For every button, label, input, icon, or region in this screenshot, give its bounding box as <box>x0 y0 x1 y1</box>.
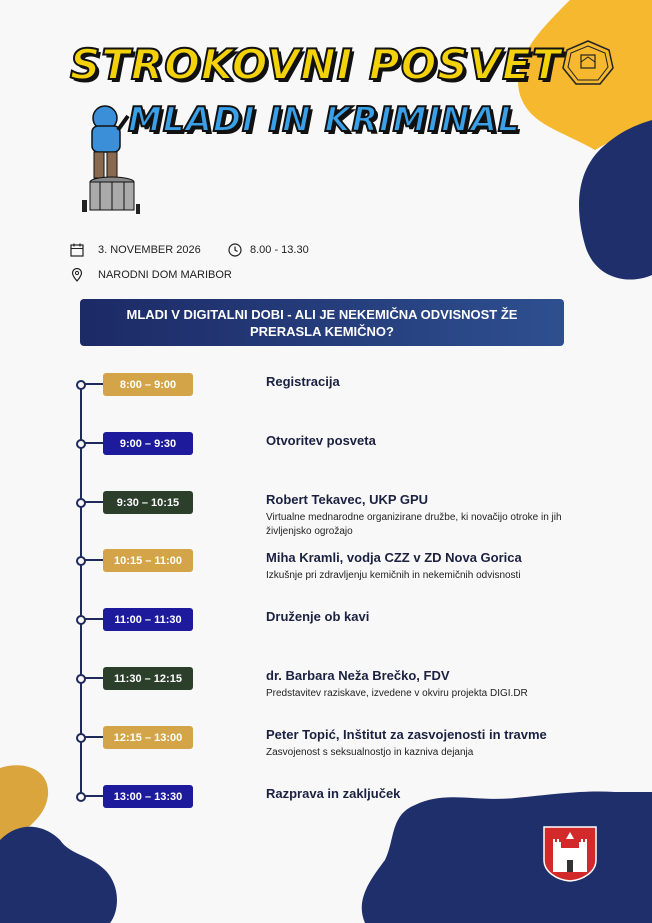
graffiti-figure-illustration <box>80 100 140 218</box>
timeline-connector <box>84 383 103 385</box>
timeline-dot <box>76 674 86 684</box>
location-row <box>70 268 232 282</box>
date-row <box>70 243 201 257</box>
session-title: Otvoritev posveta <box>266 433 376 448</box>
timeline-connector <box>84 559 103 561</box>
time-slot-badge: 11:30 – 12:15 <box>103 667 193 690</box>
timeline-connector <box>84 442 103 444</box>
theme-line-1: MLADI V DIGITALNI DOBI - ALI JE NEKEMIČNA ODVISNOST ŽE <box>126 306 518 322</box>
clock-icon <box>228 243 242 257</box>
session-title: Druženje ob kavi <box>266 609 370 624</box>
event-date: 3. NOVEMBER 2026 <box>98 244 201 256</box>
event-subtitle: MLADI IN KRIMINAL <box>128 100 521 140</box>
session-title: Peter Topić, Inštitut za zasvojenosti in travme <box>266 727 547 742</box>
session-description: Zasvojenost s seksualnostjo in kazniva dejanja <box>266 747 474 758</box>
event-location: NARODNI DOM MARIBOR <box>98 269 232 281</box>
session-title: Registracija <box>266 374 340 389</box>
time-slot-badge: 9:30 – 10:15 <box>103 491 193 514</box>
time-slot-badge: 12:15 – 13:00 <box>103 726 193 749</box>
session-description: Izkušnje pri zdravljenju kemičnih in nekemičnih odvisnosti <box>266 570 521 581</box>
timeline-dot <box>76 556 86 566</box>
calendar-icon <box>70 243 84 257</box>
timeline-connector <box>84 501 103 503</box>
time-slot-badge: 10:15 – 11:00 <box>103 549 193 572</box>
timeline-connector <box>84 795 103 797</box>
theme-banner <box>80 299 564 346</box>
session-description: Predstavitev raziskave, izvedene v okviru projekta DIGI.DR <box>266 688 528 699</box>
police-logo <box>562 40 614 86</box>
session-title: Razprava in zaključek <box>266 786 401 801</box>
location-pin-icon <box>70 268 84 282</box>
time-slot-badge: 9:00 – 9:30 <box>103 432 193 455</box>
timeline-dot <box>76 380 86 390</box>
maribor-coat-of-arms <box>543 826 597 882</box>
time-slot-badge: 13:00 – 13:30 <box>103 785 193 808</box>
theme-line-2: PRERASLA KEMIČNO? <box>250 323 394 339</box>
session-title: dr. Barbara Neža Brečko, FDV <box>266 668 450 683</box>
session-title: Miha Kramli, vodja CZZ v ZD Nova Gorica <box>266 550 522 565</box>
timeline-connector <box>84 618 103 620</box>
timeline-dot <box>76 615 86 625</box>
session-description: Virtualne mednarodne organizirane družbe, ki novačijo otroke in jih življenjsko ogrožajo <box>266 512 562 537</box>
time-slot-badge: 11:00 – 11:30 <box>103 608 193 631</box>
timeline-connector <box>84 677 103 679</box>
event-title: STROKOVNI POSVET <box>70 40 562 89</box>
timeline-dot <box>76 792 86 802</box>
timeline-connector <box>84 736 103 738</box>
timeline-dot <box>76 439 86 449</box>
time-slot-badge: 8:00 – 9:00 <box>103 373 193 396</box>
event-time: 8.00 - 13.30 <box>250 244 309 256</box>
session-title: Robert Tekavec, UKP GPU <box>266 492 429 507</box>
timeline-dot <box>76 733 86 743</box>
bottom-right-decoration <box>355 790 652 923</box>
timeline-dot <box>76 498 86 508</box>
time-row <box>228 243 309 257</box>
